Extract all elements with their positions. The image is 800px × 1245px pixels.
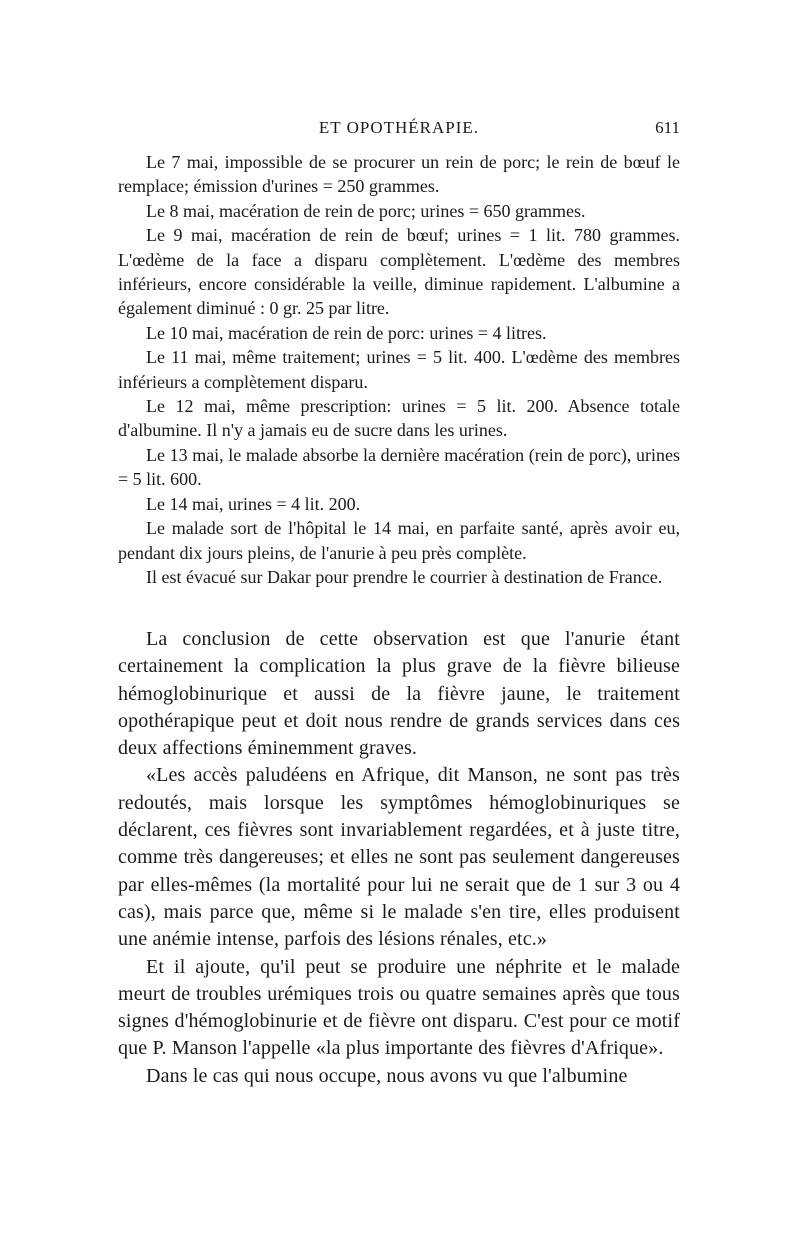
observation-paragraph: Le 11 mai, même traitement; urines = 5 lit. 400. L'œdème des membres inférieurs a complètement disparu. xyxy=(118,347,680,392)
discussion-text xyxy=(118,626,680,1090)
observation-paragraph: Le malade sort de l'hôpital le 14 mai, en parfaite santé, après avoir eu, pendant dix jours pleins, de l'anurie à peu près complète. xyxy=(118,518,680,563)
observation-paragraph: Le 9 mai, macération de rein de bœuf; urines = 1 lit. 780 grammes. L'œdème de la face a disparu complètement. L'œdème des membres inférieurs, encore considérable la veille, diminue rapidement. L'albumine a également diminué : 0 gr. 25 par litre. xyxy=(118,225,680,319)
body-paragraph: Et il ajoute, qu'il peut se produire une néphrite et le malade meurt de troubles urémiques trois ou quatre semaines après que tous signes d'hémoglobinurie et de fièvre ont disparu. C'est pour ce motif que P. Manson l'appelle «la plus importante des fièvres d'Afrique». xyxy=(118,955,680,1060)
observation-paragraph: Le 8 mai, macération de rein de porc; urines = 650 grammes. xyxy=(146,200,586,221)
observation-paragraph: Le 7 mai, impossible de se procurer un rein de porc; le rein de bœuf le remplace; émission d'urines = 250 grammes. xyxy=(118,152,680,197)
body-paragraph: La conclusion de cette observation est que l'anurie étant certainement la complication la plus grave de la fièvre bilieuse hémoglobinurique et aussi de la fièvre jaune, le traitement opothérapique peut et doit nous rendre de grands services dans ces deux affections éminemment graves. xyxy=(118,628,680,760)
observation-paragraph: Le 13 mai, le malade absorbe la dernière macération (rein de porc), urines = 5 lit. 600. xyxy=(118,444,680,490)
page-number: 611 xyxy=(655,118,680,137)
running-title: ET OPOTHÉRAPIE. xyxy=(318,118,480,137)
observation-paragraph: Le 10 mai, macération de rein de porc: urines = 4 litres. xyxy=(146,322,547,343)
running-header xyxy=(118,118,680,142)
observation-paragraph: Il est évacué sur Dakar pour prendre le courrier à destination de France. xyxy=(146,566,663,587)
body-paragraph: Dans le cas qui nous occupe, nous avons vu que l'albumine xyxy=(146,1064,628,1087)
body-paragraph: «Les accès paludéens en Afrique, dit Manson, ne sont pas très redoutés, mais lorsque les symptômes hémoglobinuriques se déclarent, ces fièvres sont invariablement regardées, et à juste titre, comme très dangereuses; et elles ne sont pas seulement dangereuses par elles-mêmes (la mortalité pour lui ne serait que de 1 sur 3 ou 4 cas), mais parce que, même si le malade s'en tire, elles produisent une anémie intense, parfois des lésions rénales, etc.» xyxy=(118,764,680,951)
observation-paragraph: Le 14 mai, urines = 4 lit. 200. xyxy=(146,493,361,514)
clinical-observation xyxy=(118,150,680,589)
observation-paragraph: Le 12 mai, même prescription: urines = 5 lit. 200. Absence totale d'albumine. Il n'y a jamais eu de sucre dans les urines. xyxy=(118,396,680,441)
